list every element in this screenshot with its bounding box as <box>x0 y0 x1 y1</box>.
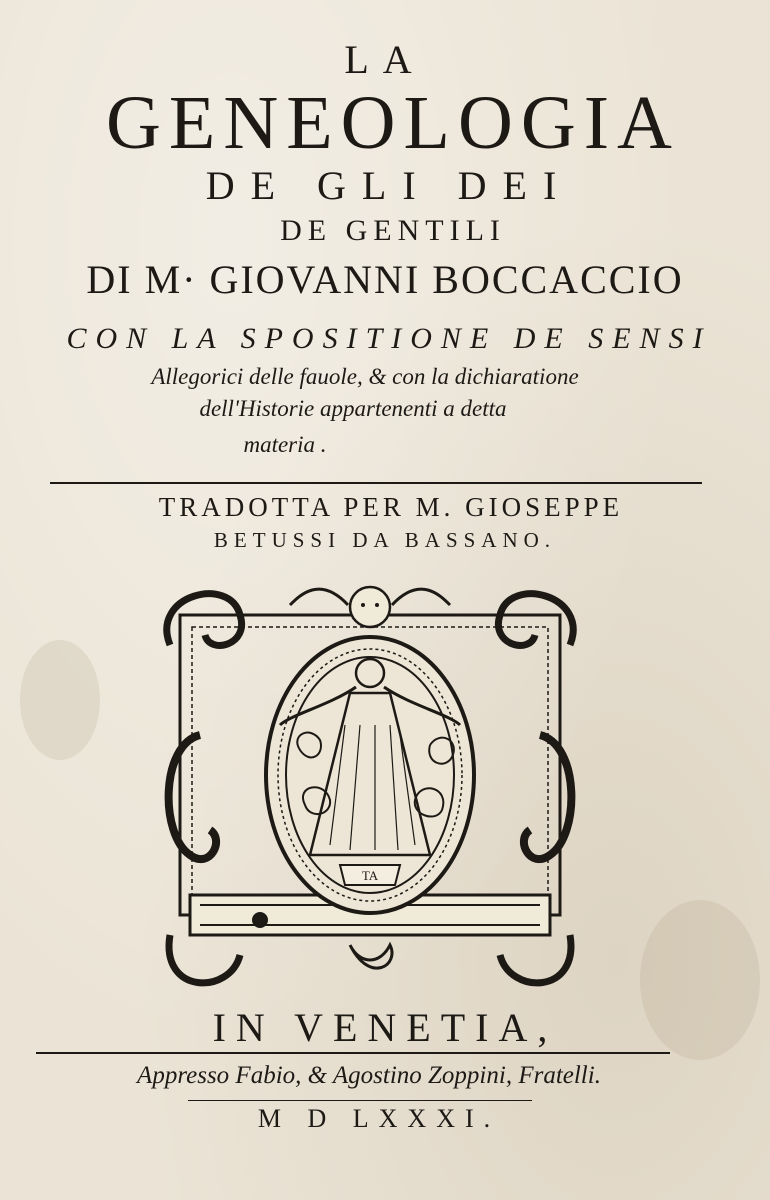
subtitle-materia: materia . <box>243 432 327 457</box>
title-line-geneologia: GENEOLOGIA <box>106 81 680 165</box>
subtitle-spositione: CON LA SPOSITIONE DE SENSI <box>66 322 712 355</box>
paper-stain <box>20 640 100 760</box>
translator-line: TRADOTTA PER M. GIOSEPPE <box>158 492 624 522</box>
divider-rule <box>36 1052 670 1054</box>
title-line-de-gentili: DE GENTILI <box>280 214 506 247</box>
imprint-date: M D LXXXI. <box>257 1104 501 1133</box>
divider-rule <box>50 482 702 484</box>
subtitle-historie: dell'Historie appartenenti a detta <box>199 396 507 421</box>
author-line: DI M· GIOVANNI BOCCACCIO <box>86 257 684 302</box>
subtitle-allegorici: Allegorici delle fauole, & con la dichiaratione <box>151 364 579 389</box>
imprint-place: IN VENETIA, <box>212 1005 558 1050</box>
printers-device-woodcut-icon <box>160 575 580 1003</box>
imprint-printers: Appresso Fabio, & Agostino Zoppini, Fratelli. <box>137 1062 601 1089</box>
divider-rule-short <box>188 1100 532 1101</box>
woodcut-banner-text: TA <box>361 868 379 883</box>
translator-origin-line: BETUSSI DA BASSANO. <box>213 528 557 552</box>
title-line-la: LA <box>344 37 426 82</box>
title-line-de-gli-dei: DE GLI DEI <box>205 163 573 208</box>
